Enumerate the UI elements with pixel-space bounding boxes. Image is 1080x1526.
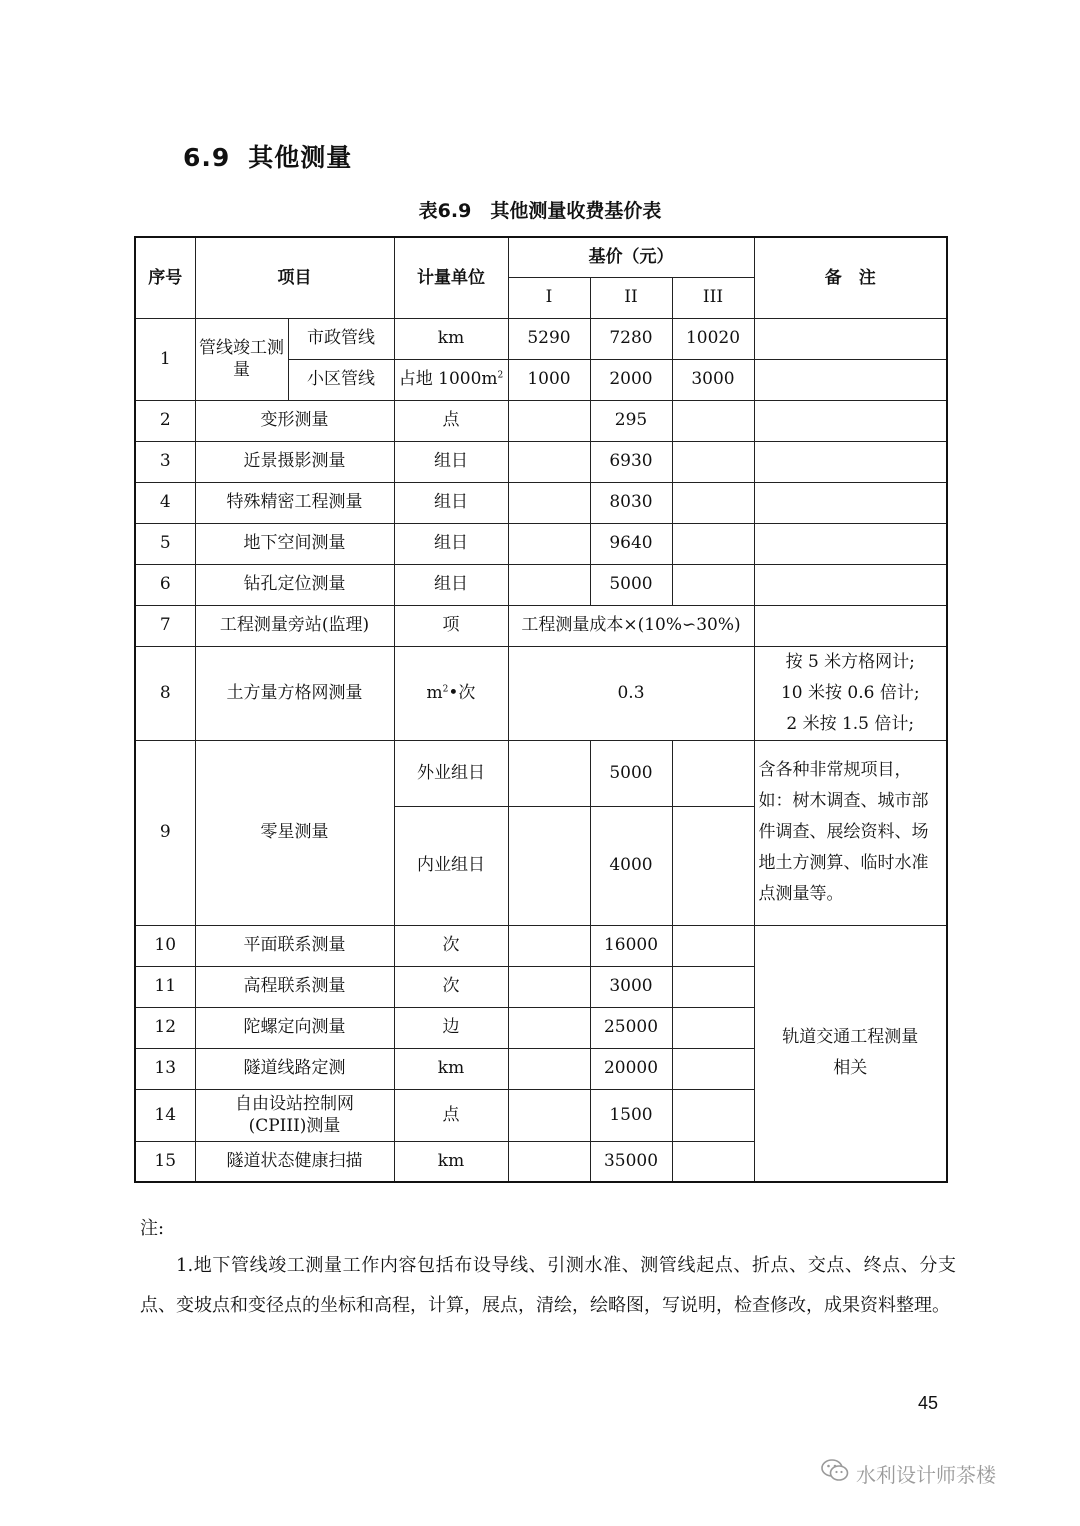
price-grade1-cell xyxy=(508,1089,590,1141)
seq-cell: 6 xyxy=(135,564,195,605)
unit-text: •次 xyxy=(448,682,476,703)
table-row xyxy=(135,441,947,482)
price-grade2-cell: 8030 xyxy=(590,482,672,523)
price-grade2-cell: 2000 xyxy=(590,359,672,400)
page-number: 45 xyxy=(918,1393,939,1413)
rail-remark-cell xyxy=(754,925,947,1182)
unit-cell: 次 xyxy=(394,925,508,966)
unit-cell: km xyxy=(394,1141,508,1182)
item-cell: 钻孔定位测量 xyxy=(195,564,394,605)
price-grade1-cell xyxy=(508,740,590,806)
price-grade3-cell xyxy=(672,925,754,966)
seq-cell: 14 xyxy=(135,1089,195,1141)
table-row xyxy=(135,318,947,359)
item-cell: 零星测量 xyxy=(195,740,394,925)
unit-cell: 次 xyxy=(394,966,508,1007)
price-grade3-cell xyxy=(672,564,754,605)
price-grade2-cell: 20000 xyxy=(590,1048,672,1089)
price-grade1-cell xyxy=(508,1141,590,1182)
unit-superscript: 2 xyxy=(442,684,449,695)
item-line: (CPIII)测量 xyxy=(248,1116,341,1136)
price-grade2-cell: 6930 xyxy=(590,441,672,482)
header-unit: 计量单位 xyxy=(394,237,508,318)
item-cell: 平面联系测量 xyxy=(195,925,394,966)
remark-cell: 含各种非常规项目，如：树木调查、城市部件调查、展绘资料、场地土方测算、临时水准点测量等。 xyxy=(754,740,947,925)
price-grade3-cell xyxy=(672,482,754,523)
remark-line: 2 米按 1.5 倍计; xyxy=(786,713,915,734)
seq-cell: 10 xyxy=(135,925,195,966)
table-row xyxy=(135,925,947,966)
table-row xyxy=(135,605,947,646)
item-cell: 近景摄影测量 xyxy=(195,441,394,482)
seq-cell: 8 xyxy=(135,646,195,740)
unit-text: m xyxy=(426,682,443,703)
header-row xyxy=(135,237,947,277)
price-grade2-cell: 5000 xyxy=(590,740,672,806)
section-title xyxy=(183,138,352,174)
header-grade-1: I xyxy=(508,277,590,318)
price-grade3-cell xyxy=(672,1048,754,1089)
item-cell: 高程联系测量 xyxy=(195,966,394,1007)
price-grade1-cell xyxy=(508,441,590,482)
table-row xyxy=(135,740,947,806)
remark-cell xyxy=(754,359,947,400)
price-grade1-cell xyxy=(508,400,590,441)
unit-cell: 组日 xyxy=(394,482,508,523)
seq-cell: 15 xyxy=(135,1141,195,1182)
unit-cell: 点 xyxy=(394,400,508,441)
remark-cell xyxy=(754,482,947,523)
price-grade3-cell xyxy=(672,740,754,806)
item-group-cell: 管线竣工测量 xyxy=(195,318,288,400)
header-item: 项目 xyxy=(195,237,394,318)
remark-cell xyxy=(754,441,947,482)
price-grade1-cell: 5290 xyxy=(508,318,590,359)
unit-cell: km xyxy=(394,1048,508,1089)
price-grade1-cell: 1000 xyxy=(508,359,590,400)
price-grade1-cell xyxy=(508,523,590,564)
remark-cell xyxy=(754,523,947,564)
table-row xyxy=(135,646,947,740)
item-cell: 变形测量 xyxy=(195,400,394,441)
remark-line: 10 米按 0.6 倍计; xyxy=(780,682,920,703)
unit-cell xyxy=(394,359,508,400)
watermark-text: 水利设计师茶楼 xyxy=(856,1463,996,1487)
unit-cell xyxy=(394,646,508,740)
price-grade2-cell: 3000 xyxy=(590,966,672,1007)
price-grade2-cell: 9640 xyxy=(590,523,672,564)
price-grade2-cell: 25000 xyxy=(590,1007,672,1048)
price-cell: 0.3 xyxy=(508,646,754,740)
price-grade1-cell xyxy=(508,806,590,925)
item-cell: 地下空间测量 xyxy=(195,523,394,564)
unit-cell: 组日 xyxy=(394,523,508,564)
price-grade3-cell xyxy=(672,1141,754,1182)
seq-cell: 1 xyxy=(135,318,195,400)
header-remark: 备 注 xyxy=(754,237,947,318)
price-grade3-cell xyxy=(672,441,754,482)
item-cell xyxy=(195,1089,394,1141)
header-seq: 序号 xyxy=(135,237,195,318)
price-grade2-cell: 5000 xyxy=(590,564,672,605)
price-grade3-cell xyxy=(672,1089,754,1141)
price-grade2-cell: 4000 xyxy=(590,806,672,925)
price-grade2-cell: 295 xyxy=(590,400,672,441)
item-line: 自由设站控制网 xyxy=(235,1093,354,1114)
price-grade2-cell: 7280 xyxy=(590,318,672,359)
table-row xyxy=(135,523,947,564)
unit-cell: km xyxy=(394,318,508,359)
seq-cell: 13 xyxy=(135,1048,195,1089)
price-grade3-cell: 3000 xyxy=(672,359,754,400)
price-formula-cell: 工程测量成本×(10%∽30%) xyxy=(508,605,754,646)
header-grade-3: III xyxy=(672,277,754,318)
price-grade1-cell xyxy=(508,1048,590,1089)
price-grade1-cell xyxy=(508,966,590,1007)
price-grade3-cell xyxy=(672,966,754,1007)
seq-cell: 7 xyxy=(135,605,195,646)
unit-cell: 项 xyxy=(394,605,508,646)
price-grade1-cell xyxy=(508,564,590,605)
header-base-price: 基价（元） xyxy=(508,237,754,277)
remark-line: 相关 xyxy=(833,1058,868,1079)
remark-cell xyxy=(754,564,947,605)
section-title-text: 其他测量 xyxy=(248,143,353,172)
item-sub-cell: 市政管线 xyxy=(288,318,394,359)
item-cell: 隧道状态健康扫描 xyxy=(195,1141,394,1182)
remark-line: 按 5 米方格网计; xyxy=(785,651,915,672)
unit-cell: 组日 xyxy=(394,441,508,482)
notes-label: 注: xyxy=(140,1218,165,1239)
seq-cell: 4 xyxy=(135,482,195,523)
unit-superscript: 2 xyxy=(497,370,504,381)
section-number: 6.9 xyxy=(183,143,231,172)
item-cell: 工程测量旁站(监理) xyxy=(195,605,394,646)
price-grade1-cell xyxy=(508,1007,590,1048)
note-item-1: 1.地下管线竣工测量工作内容包括布设导线、引测水准、测管线起点、折点、交点、终点、分支点、变坡点和变径点的坐标和高程，计算，展点，清绘，绘略图，写说明，检查修改，成果资料整理。 xyxy=(140,1255,956,1316)
price-grade2-cell: 1500 xyxy=(590,1089,672,1141)
remark-cell xyxy=(754,318,947,359)
price-grade3-cell xyxy=(672,806,754,925)
item-cell: 土方量方格网测量 xyxy=(195,646,394,740)
item-cell: 隧道线路定测 xyxy=(195,1048,394,1089)
fee-table xyxy=(134,236,948,1183)
price-grade1-cell xyxy=(508,925,590,966)
wechat-icon xyxy=(820,1458,856,1489)
item-sub-cell: 小区管线 xyxy=(288,359,394,400)
price-grade3-cell xyxy=(672,523,754,564)
table-caption: 表6.9 其他测量收费基价表 xyxy=(418,200,662,222)
price-grade2-cell: 35000 xyxy=(590,1141,672,1182)
price-grade2-cell: 16000 xyxy=(590,925,672,966)
seq-cell: 12 xyxy=(135,1007,195,1048)
table-row xyxy=(135,482,947,523)
unit-cell: 外业组日 xyxy=(394,740,508,806)
unit-cell: 内业组日 xyxy=(394,806,508,925)
remark-cell xyxy=(754,605,947,646)
item-cell: 特殊精密工程测量 xyxy=(195,482,394,523)
remark-cell xyxy=(754,400,947,441)
price-grade3-cell xyxy=(672,1007,754,1048)
price-grade3-cell: 10020 xyxy=(672,318,754,359)
price-grade3-cell xyxy=(672,400,754,441)
remark-line: 轨道交通工程测量 xyxy=(782,1027,919,1048)
table-row xyxy=(135,564,947,605)
seq-cell: 9 xyxy=(135,740,195,925)
seq-cell: 11 xyxy=(135,966,195,1007)
seq-cell: 3 xyxy=(135,441,195,482)
item-cell: 陀螺定向测量 xyxy=(195,1007,394,1048)
table-row xyxy=(135,400,947,441)
seq-cell: 2 xyxy=(135,400,195,441)
remark-cell xyxy=(754,646,947,740)
header-grade-2: II xyxy=(590,277,672,318)
watermark xyxy=(820,1458,996,1489)
price-grade1-cell xyxy=(508,482,590,523)
unit-cell: 点 xyxy=(394,1089,508,1141)
unit-cell: 边 xyxy=(394,1007,508,1048)
unit-cell: 组日 xyxy=(394,564,508,605)
seq-cell: 5 xyxy=(135,523,195,564)
unit-text: 占地 1000m xyxy=(398,369,498,390)
